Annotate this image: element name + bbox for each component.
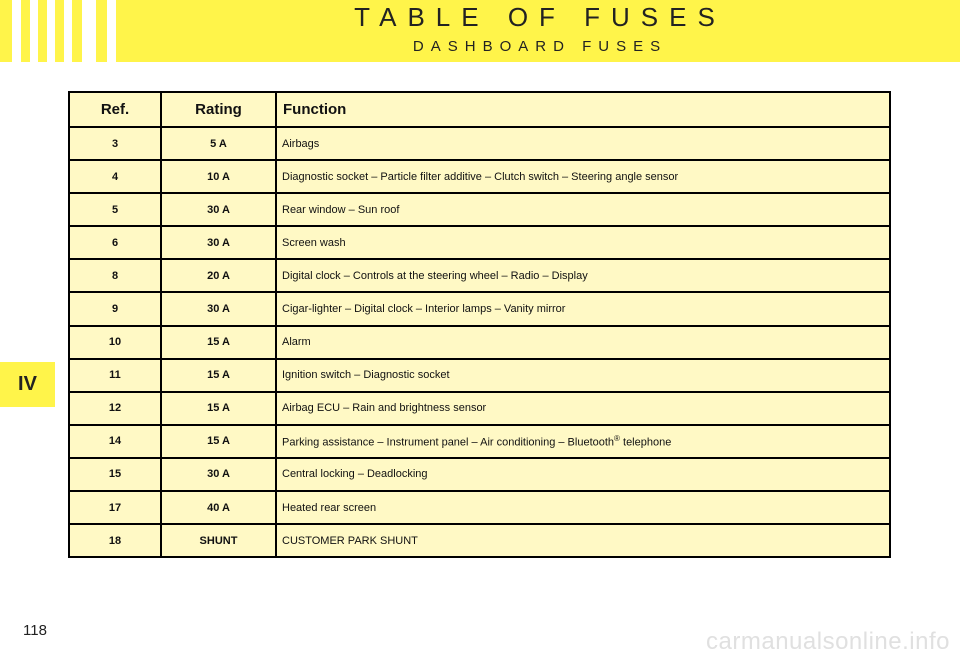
table-row bbox=[69, 259, 890, 292]
watermark: carmanualsonline.info bbox=[706, 628, 950, 655]
fuse-function-cell: Alarm bbox=[276, 326, 890, 359]
fuse-ref-cell: 4 bbox=[69, 160, 161, 193]
fuse-function-cell: Airbag ECU – Rain and brightness sensor bbox=[276, 392, 890, 425]
header-banner bbox=[0, 0, 960, 62]
fuse-ref-cell: 10 bbox=[69, 326, 161, 359]
fuse-function-cell: Ignition switch – Diagnostic socket bbox=[276, 359, 890, 392]
fuse-table bbox=[68, 91, 891, 558]
fuse-rating-cell: 10 A bbox=[161, 160, 276, 193]
fuse-rating-cell: 5 A bbox=[161, 127, 276, 160]
table-row bbox=[69, 458, 890, 491]
fuse-ref-cell: 6 bbox=[69, 226, 161, 259]
table-row bbox=[69, 392, 890, 425]
table-row bbox=[69, 359, 890, 392]
fuse-rating-cell: 30 A bbox=[161, 292, 276, 325]
table-row bbox=[69, 226, 890, 259]
table-row bbox=[69, 160, 890, 193]
table-row bbox=[69, 127, 890, 160]
section-tab: IV bbox=[0, 362, 55, 407]
fuse-ref-cell: 5 bbox=[69, 193, 161, 226]
fuse-ref-cell: 17 bbox=[69, 491, 161, 524]
fuse-ref-cell: 18 bbox=[69, 524, 161, 557]
table-header-row bbox=[69, 92, 890, 127]
fuse-rating-cell: 15 A bbox=[161, 326, 276, 359]
fuse-ref-cell: 12 bbox=[69, 392, 161, 425]
fuse-rating-cell: 30 A bbox=[161, 226, 276, 259]
column-header-ref: Ref. bbox=[69, 92, 161, 127]
table-row bbox=[69, 326, 890, 359]
page-number: 118 bbox=[23, 622, 47, 639]
table-row bbox=[69, 425, 890, 458]
fuse-ref-cell: 11 bbox=[69, 359, 161, 392]
fuse-function-cell: Digital clock – Controls at the steering wheel – Radio – Display bbox=[276, 259, 890, 292]
fuse-ref-cell: 14 bbox=[69, 425, 161, 458]
banner-stripes bbox=[0, 0, 120, 62]
fuse-rating-cell: 40 A bbox=[161, 491, 276, 524]
column-header-rating: Rating bbox=[161, 92, 276, 127]
table-row bbox=[69, 193, 890, 226]
fuse-ref-cell: 8 bbox=[69, 259, 161, 292]
fuse-function-cell: Airbags bbox=[276, 127, 890, 160]
fuse-ref-cell: 3 bbox=[69, 127, 161, 160]
fuse-ref-cell: 9 bbox=[69, 292, 161, 325]
fuse-function-cell: Parking assistance – Instrument panel – Air conditioning – Bluetooth® telephone bbox=[276, 425, 890, 458]
page-title: TABLE OF FUSES bbox=[354, 2, 726, 32]
table-row bbox=[69, 292, 890, 325]
fuse-rating-cell: 30 A bbox=[161, 458, 276, 491]
fuse-function-cell: CUSTOMER PARK SHUNT bbox=[276, 524, 890, 557]
fuse-function-cell: Heated rear screen bbox=[276, 491, 890, 524]
fuse-function-cell: Screen wash bbox=[276, 226, 890, 259]
fuse-rating-cell: SHUNT bbox=[161, 524, 276, 557]
fuse-function-cell: Diagnostic socket – Particle filter additive – Clutch switch – Steering angle sensor bbox=[276, 160, 890, 193]
fuse-function-cell: Central locking – Deadlocking bbox=[276, 458, 890, 491]
column-header-function: Function bbox=[276, 92, 890, 127]
fuse-function-cell: Cigar-lighter – Digital clock – Interior lamps – Vanity mirror bbox=[276, 292, 890, 325]
fuse-rating-cell: 20 A bbox=[161, 259, 276, 292]
fuse-rating-cell: 15 A bbox=[161, 392, 276, 425]
fuse-rating-cell: 30 A bbox=[161, 193, 276, 226]
page-subtitle: DASHBOARD FUSES bbox=[412, 38, 668, 55]
fuse-rating-cell: 15 A bbox=[161, 425, 276, 458]
fuse-ref-cell: 15 bbox=[69, 458, 161, 491]
table-row bbox=[69, 524, 890, 557]
fuse-function-cell: Rear window – Sun roof bbox=[276, 193, 890, 226]
table-row bbox=[69, 491, 890, 524]
fuse-rating-cell: 15 A bbox=[161, 359, 276, 392]
